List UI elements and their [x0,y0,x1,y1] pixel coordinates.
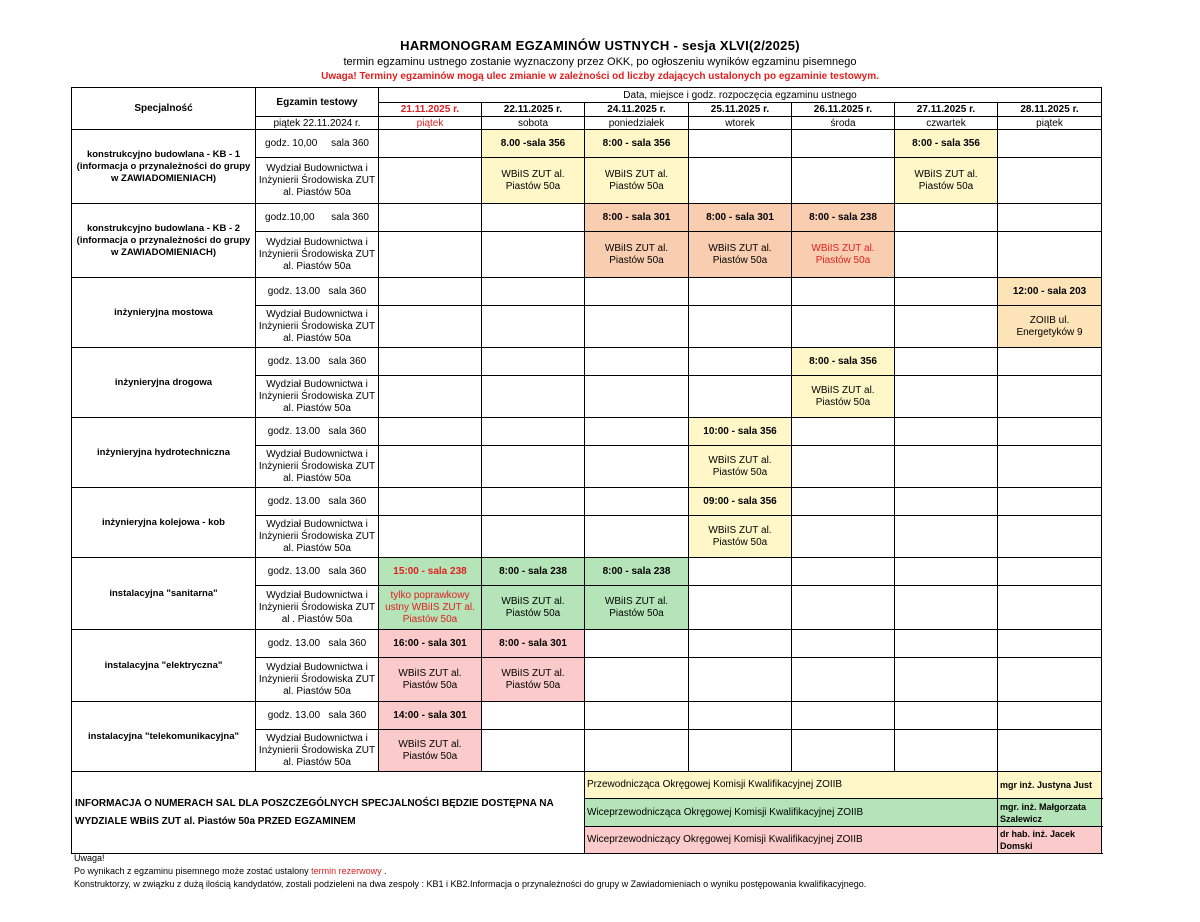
exam-time-cell [585,418,689,446]
test-place: Wydział Budownictwa i Inżynierii Środowiska ZUT al . Piastów 50a [256,586,379,630]
day-header: wtorek [689,117,792,130]
exam-place-cell: WBiIS ZUT al. Piastów 50a [895,158,998,204]
exam-time-cell [379,278,482,306]
exam-place-cell [998,586,1102,630]
test-time: godz. 13.00 sala 360 [256,558,379,586]
day-header: sobota [482,117,585,130]
exam-time-cell [998,130,1102,158]
exam-time-cell [895,418,998,446]
exam-place-cell: WBiIS ZUT al. Piastów 50a [792,232,895,278]
date-header: 21.11.2025 r. [379,103,482,117]
exam-time-cell [482,348,585,376]
exam-time-cell: 8:00 - sala 301 [585,204,689,232]
test-time: godz. 13.00 sala 360 [256,418,379,446]
exam-time-cell [998,702,1102,730]
exam-place-cell [689,730,792,772]
exam-place-cell [482,730,585,772]
exam-time-cell [895,204,998,232]
exam-time-cell [689,558,792,586]
exam-place-cell [689,306,792,348]
test-place: Wydział Budownictwa i Inżynierii Środowiska ZUT al. Piastów 50a [256,158,379,204]
exam-time-cell [895,278,998,306]
exam-time-cell: 8:00 - sala 238 [792,204,895,232]
exam-place-cell: WBiIS ZUT al. Piastów 50a [585,586,689,630]
test-place: Wydział Budownictwa i Inżynierii Środowiska ZUT al. Piastów 50a [256,306,379,348]
exam-time-cell: 16:00 - sala 301 [379,630,482,658]
test-place: Wydział Budownictwa i Inżynierii Środowiska ZUT al. Piastów 50a [256,730,379,772]
exam-place-cell [998,232,1102,278]
exam-place-cell [792,658,895,702]
exam-time-cell: 10:00 - sala 356 [689,418,792,446]
footer-line-1: Po wynikach z egzaminu pisemnego może zostać ustalony termin rezerwowy . [74,866,387,876]
exam-time-cell [998,418,1102,446]
date-header: 24.11.2025 r. [585,103,689,117]
test-place: Wydział Budownictwa i Inżynierii Środowiska ZUT al. Piastów 50a [256,376,379,418]
exam-time-cell [482,418,585,446]
exam-time-cell: 15:00 - sala 238 [379,558,482,586]
exam-place-cell [998,516,1102,558]
subtitle: termin egzaminu ustnego zostanie wyznaczony przez OKK, po ogłoszeniu wyników egzaminu pisemnego [343,56,857,68]
exam-place-cell [792,586,895,630]
warning-note: Uwaga! Terminy egzaminów mogą ulec zmianie w zależności od liczby zdających ustalonych po egzaminie testowym. [321,71,879,82]
exam-place-cell [379,516,482,558]
exam-place-cell [689,658,792,702]
commission-person: mgr. inż. Małgorzata Szalewicz [998,799,1102,827]
exam-time-cell [792,130,895,158]
exam-place-cell [482,232,585,278]
test-time: godz. 13.00 sala 360 [256,702,379,730]
commission-person: dr hab. inż. Jacek Domski [998,827,1102,854]
exam-place-cell [895,446,998,488]
commission-role: Wiceprzewodniczący Okręgowej Komisji Kwalifikacyjnej ZOIIB [585,827,998,854]
exam-place-cell [379,158,482,204]
exam-time-cell: 09:00 - sala 356 [689,488,792,516]
exam-place-cell [482,306,585,348]
exam-place-cell: WBiIS ZUT al. Piastów 50a [379,730,482,772]
exam-place-cell [792,730,895,772]
exam-place-cell [895,658,998,702]
exam-time-cell [792,558,895,586]
exam-time-cell: 8:00 - sala 356 [585,130,689,158]
exam-place-cell [998,446,1102,488]
exam-time-cell [895,630,998,658]
specialty-name: instalacyjna "telekomunikacyjna" [72,702,256,772]
schedule-table [71,87,1102,854]
exam-time-cell [585,488,689,516]
exam-place-cell [895,306,998,348]
exam-time-cell [689,702,792,730]
exam-place-cell [895,730,998,772]
exam-place-cell [585,306,689,348]
exam-place-cell [482,446,585,488]
exam-time-cell: 14:00 - sala 301 [379,702,482,730]
commission-role: Przewodnicząca Okręgowej Komisji Kwalifikacyjnej ZOIIB [585,772,998,799]
exam-place-cell [792,446,895,488]
exam-time-cell [998,348,1102,376]
exam-place-cell [379,232,482,278]
header-oral: Data, miejsce i godz. rozpoczęcia egzaminu ustnego [379,88,1102,103]
exam-place-cell [895,586,998,630]
test-place: Wydział Budownictwa i Inżynierii Środowiska ZUT al. Piastów 50a [256,446,379,488]
day-header: czwartek [895,117,998,130]
date-header: 27.11.2025 r. [895,103,998,117]
exam-place-cell [895,516,998,558]
exam-time-cell [585,348,689,376]
room-info-note: INFORMACJA O NUMERACH SAL DLA POSZCZEGÓLNYCH SPECJALNOŚCI BĘDZIE DOSTĘPNA NA WYDZIALE WBiIS ZUT al. Piastów 50a PRZED EGZAMINEM [72,772,585,854]
exam-time-cell [689,348,792,376]
exam-place-cell [585,730,689,772]
test-time: godz. 13.00 sala 360 [256,348,379,376]
exam-time-cell [482,278,585,306]
exam-time-cell [998,204,1102,232]
exam-place-cell [792,516,895,558]
exam-time-cell: 8:00 - sala 238 [585,558,689,586]
test-time: godz. 13.00 sala 360 [256,488,379,516]
date-header: 22.11.2025 r. [482,103,585,117]
exam-time-cell [482,702,585,730]
exam-place-cell: WBiIS ZUT al. Piastów 50a [689,232,792,278]
exam-place-cell [379,376,482,418]
date-header: 26.11.2025 r. [792,103,895,117]
exam-place-cell [998,376,1102,418]
exam-place-cell: WBiIS ZUT al. Piastów 50a [379,658,482,702]
exam-time-cell: 8:00 - sala 238 [482,558,585,586]
exam-place-cell [482,376,585,418]
exam-time-cell [689,278,792,306]
exam-place-cell [895,376,998,418]
header-specialty: Specjalność [72,88,256,130]
commission-person: mgr inż. Justyna Just [998,772,1102,799]
exam-time-cell [792,488,895,516]
page-title: HARMONOGRAM EGZAMINÓW USTNYCH - sesja XLVI(2/2025) [400,38,800,53]
exam-place-cell [585,446,689,488]
exam-time-cell [998,630,1102,658]
exam-place-cell: WBiIS ZUT al. Piastów 50a [482,658,585,702]
exam-place-cell [792,158,895,204]
exam-time-cell [379,130,482,158]
footer-line-2: Konstruktorzy, w związku z dużą ilością kandydatów, zostali podzieleni na dwa zespoły : KB1 i KB2.Informacja o przynależności do grupy w Zawiadomieniach o wyniku postępowania kwalifikacyjnego. [74,879,867,889]
specialty-name: inżynieryjna kolejowa - kob [72,488,256,558]
exam-place-cell [689,158,792,204]
header-test: Egzamin testowy [256,88,379,117]
exam-place-cell [689,376,792,418]
day-header: piątek [998,117,1102,130]
test-place: Wydział Budownictwa i Inżynierii Środowiska ZUT al. Piastów 50a [256,516,379,558]
day-header: poniedziałek [585,117,689,130]
exam-place-cell [998,730,1102,772]
specialty-name: inżynieryjna mostowa [72,278,256,348]
test-time: godz. 10,00 sala 360 [256,130,379,158]
day-header: piątek [379,117,482,130]
exam-time-cell: 8:00 - sala 356 [792,348,895,376]
exam-place-cell: WBiIS ZUT al. Piastów 50a [585,158,689,204]
test-place: Wydział Budownictwa i Inżynierii Środowiska ZUT al. Piastów 50a [256,232,379,278]
exam-time-cell [482,488,585,516]
test-time: godz. 13.00 sala 360 [256,630,379,658]
exam-time-cell: 8:00 - sala 356 [895,130,998,158]
exam-place-cell [585,376,689,418]
exam-time-cell: 8:00 - sala 301 [689,204,792,232]
exam-time-cell [585,278,689,306]
commission-role: Wiceprzewodnicząca Okręgowej Komisji Kwalifikacyjnej ZOIIB [585,799,998,827]
exam-place-cell [792,306,895,348]
test-place: Wydział Budownictwa i Inżynierii Środowiska ZUT al. Piastów 50a [256,658,379,702]
test-time: godz.10,00 sala 360 [256,204,379,232]
exam-place-cell [379,446,482,488]
exam-place-cell: WBiIS ZUT al. Piastów 50a [689,446,792,488]
specialty-name: konstrukcyjno budowlana - KB - 1 (informacja o przynależności do grupy w ZAWIADOMIENIACH) [72,130,256,204]
exam-place-cell [895,232,998,278]
exam-time-cell [482,204,585,232]
exam-time-cell [998,558,1102,586]
exam-time-cell [585,630,689,658]
exam-time-cell [792,418,895,446]
exam-time-cell: 8.00 -sala 356 [482,130,585,158]
exam-time-cell [792,630,895,658]
exam-place-cell [585,658,689,702]
exam-time-cell [895,702,998,730]
day-header: środa [792,117,895,130]
exam-place-cell [379,306,482,348]
exam-time-cell [792,278,895,306]
exam-place-cell [482,516,585,558]
specialty-name: inżynieryjna drogowa [72,348,256,418]
exam-time-cell [895,558,998,586]
specialty-name: konstrukcyjno budowlana - KB - 2 (informacja o przynależności do grupy w ZAWIADOMIENIACH) [72,204,256,278]
exam-time-cell [998,488,1102,516]
exam-place-cell [998,658,1102,702]
exam-time-cell: 12:00 - sala 203 [998,278,1102,306]
exam-place-cell [585,516,689,558]
exam-place-cell: WBiIS ZUT al. Piastów 50a [482,586,585,630]
specialty-name: inżynieryjna hydrotechniczna [72,418,256,488]
date-header: 25.11.2025 r. [689,103,792,117]
exam-time-cell [689,130,792,158]
exam-time-cell [379,488,482,516]
exam-place-cell: WBiIS ZUT al. Piastów 50a [689,516,792,558]
exam-time-cell [689,630,792,658]
exam-time-cell [379,348,482,376]
date-header: 28.11.2025 r. [998,103,1102,117]
exam-time-cell [379,204,482,232]
exam-place-cell: tylko poprawkowy ustny WBiIS ZUT al. Piastów 50a [379,586,482,630]
exam-time-cell: 8:00 - sala 301 [482,630,585,658]
exam-place-cell: ZOIIB ul. Energetyków 9 [998,306,1102,348]
exam-time-cell [379,418,482,446]
exam-time-cell [895,488,998,516]
specialty-name: instalacyjna "elektryczna" [72,630,256,702]
footer-note-label: Uwaga! [74,853,105,863]
specialty-name: instalacyjna "sanitarna" [72,558,256,630]
exam-place-cell [689,586,792,630]
exam-time-cell [585,702,689,730]
header-test-date: piątek 22.11.2024 r. [256,117,379,130]
exam-time-cell [792,702,895,730]
test-time: godz. 13.00 sala 360 [256,278,379,306]
exam-place-cell: WBiIS ZUT al. Piastów 50a [792,376,895,418]
exam-place-cell [998,158,1102,204]
exam-place-cell: WBiIS ZUT al. Piastów 50a [585,232,689,278]
exam-place-cell: WBiIS ZUT al. Piastów 50a [482,158,585,204]
exam-time-cell [895,348,998,376]
